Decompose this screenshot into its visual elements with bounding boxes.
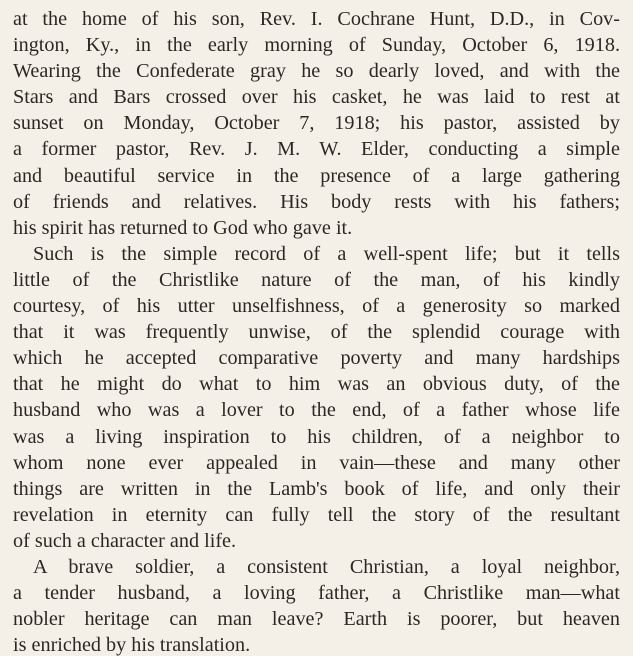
text-line: a former pastor, Rev. J. M. W. Elder, conducting a simple [13,138,620,161]
text-line: Such is the simple record of a well-spent life; but it tells [33,242,620,265]
text-line: his spirit has returned to God who gave it. [13,216,353,239]
text-line: which he accepted comparative poverty and many hardships [13,347,620,370]
text-line: that he might do what to him was an obvious duty, of the [13,373,620,396]
text-line: husband who was a lover to the end, of a father whose life [13,399,620,422]
text-line: was a living inspiration to his children, of a neighbor to [13,425,620,448]
paragraph-closing [13,554,620,656]
text-line: little of the Christlike nature of the man, of his kindly [13,268,620,291]
text-line: Stars and Bars crossed over his casket, he was laid to rest at [13,86,620,109]
text-line: at the home of his son, Rev. I. Cochrane Hunt, D.D., in Cov- [13,8,620,30]
text-line: whom none ever appealed in vain—these and many other [13,451,620,474]
paragraph-tribute [13,241,620,554]
text-line: ington, Ky., in the early morning of Sunday, October 6, 1918. [13,34,620,57]
paragraph-funeral-record [13,6,620,241]
text-line: a tender husband, a loving father, a Christlike man—what [13,582,620,605]
text-line: courtesy, of his utter unselfishness, of a generosity so marked [13,295,620,318]
text-line: sunset on Monday, October 7, 1918; his pastor, assisted by [13,112,620,135]
text-line: and beautiful service in the presence of a large gathering [13,164,620,187]
text-line: Wearing the Confederate gray he so dearly loved, and with the [13,60,620,83]
text-line: revelation in eternity can fully tell the story of the resultant [13,503,620,526]
text-line: things are written in the Lamb's book of life, and only their [13,477,620,500]
text-line: nobler heritage can man leave? Earth is poorer, but heaven [13,608,620,631]
text-line: A brave soldier, a consistent Christian, a loyal neighbor, [33,555,620,578]
text-line: of friends and relatives. His body rests with his fathers; [13,190,620,213]
text-line: is enriched by his translation. [13,634,251,656]
text-line: that it was frequently unwise, of the splendid courage with [13,321,620,344]
text-line: of such a character and life. [13,529,237,552]
